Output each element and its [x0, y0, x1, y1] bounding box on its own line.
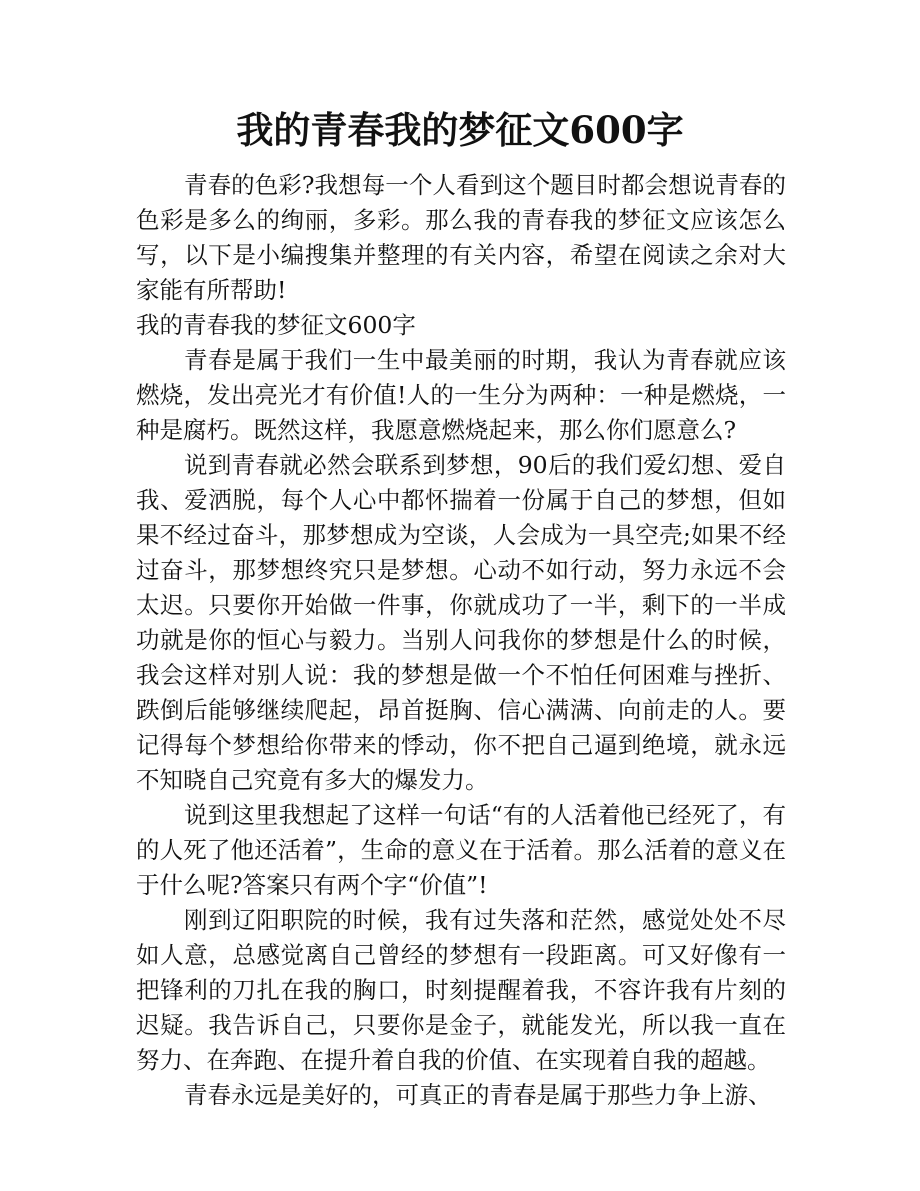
body-paragraph-2: 说到青春就必然会联系到梦想，90后的我们爱幻想、爱自我、爱洒脱，每个人心中都怀揣着一份属于自己的梦想，但如果不经过奋斗，那梦想成为空谈，人会成为一具空壳;如果不经过奋斗，那梦想终究只是梦想。心动不如行动，努力永远不会太迟。只要你开始做一件事，你就成功了一半，剩下的一半成功就是你的恒心与毅力。当别人问我你的梦想是什么的时候，我会这样对别人说：我的梦想是做一个不怕任何困难与挫折、跌倒后能够继续爬起，昂首挺胸、信心满满、向前走的人。要记得每个梦想给你带来的悸动，你不把自己逼到绝境，就永远不知晓自己究竟有多大的爆发力。	[136, 451, 786, 794]
document-title: 我的青春我的梦征文600字	[236, 108, 684, 152]
intro-paragraph: 青春的色彩?我想每一个人看到这个题目时都会想说青春的色彩是多么的绚丽，多彩。那么我的青春我的梦征文应该怎么写，以下是小编搜集并整理的有关内容，希望在阅读之余对大家能有所帮助!	[136, 171, 786, 304]
body-paragraph-5: 青春永远是美好的，可真正的青春是属于那些力争上游、	[184, 1081, 772, 1109]
body-paragraph-1: 青春是属于我们一生中最美丽的时期，我认为青春就应该燃烧，发出亮光才有价值!人的一生分为两种：一种是燃烧，一种是腐朽。既然这样，我愿意燃烧起来，那么你们愿意么?	[136, 346, 786, 444]
document-body	[136, 168, 786, 1113]
body-paragraph-4: 刚到辽阳职院的时候，我有过失落和茫然，感觉处处不尽如人意，总感觉离自己曾经的梦想有一段距离。可又好像有一把锋利的刀扎在我的胸口，时刻提醒着我，不容许我有片刻的迟疑。我告诉自己，只要你是金子，就能发光，所以我一直在努力、在奔跑、在提升着自我的价值、在实现着自我的超越。	[136, 906, 786, 1074]
body-paragraph-3: 说到这里我想起了这样一句话“有的人活着他已经死了，有的人死了他还活着”，生命的意义在于活着。那么活着的意义在于什么呢?答案只有两个字“价值”!	[136, 801, 786, 899]
section-subtitle: 我的青春我的梦征文600字	[136, 311, 416, 339]
